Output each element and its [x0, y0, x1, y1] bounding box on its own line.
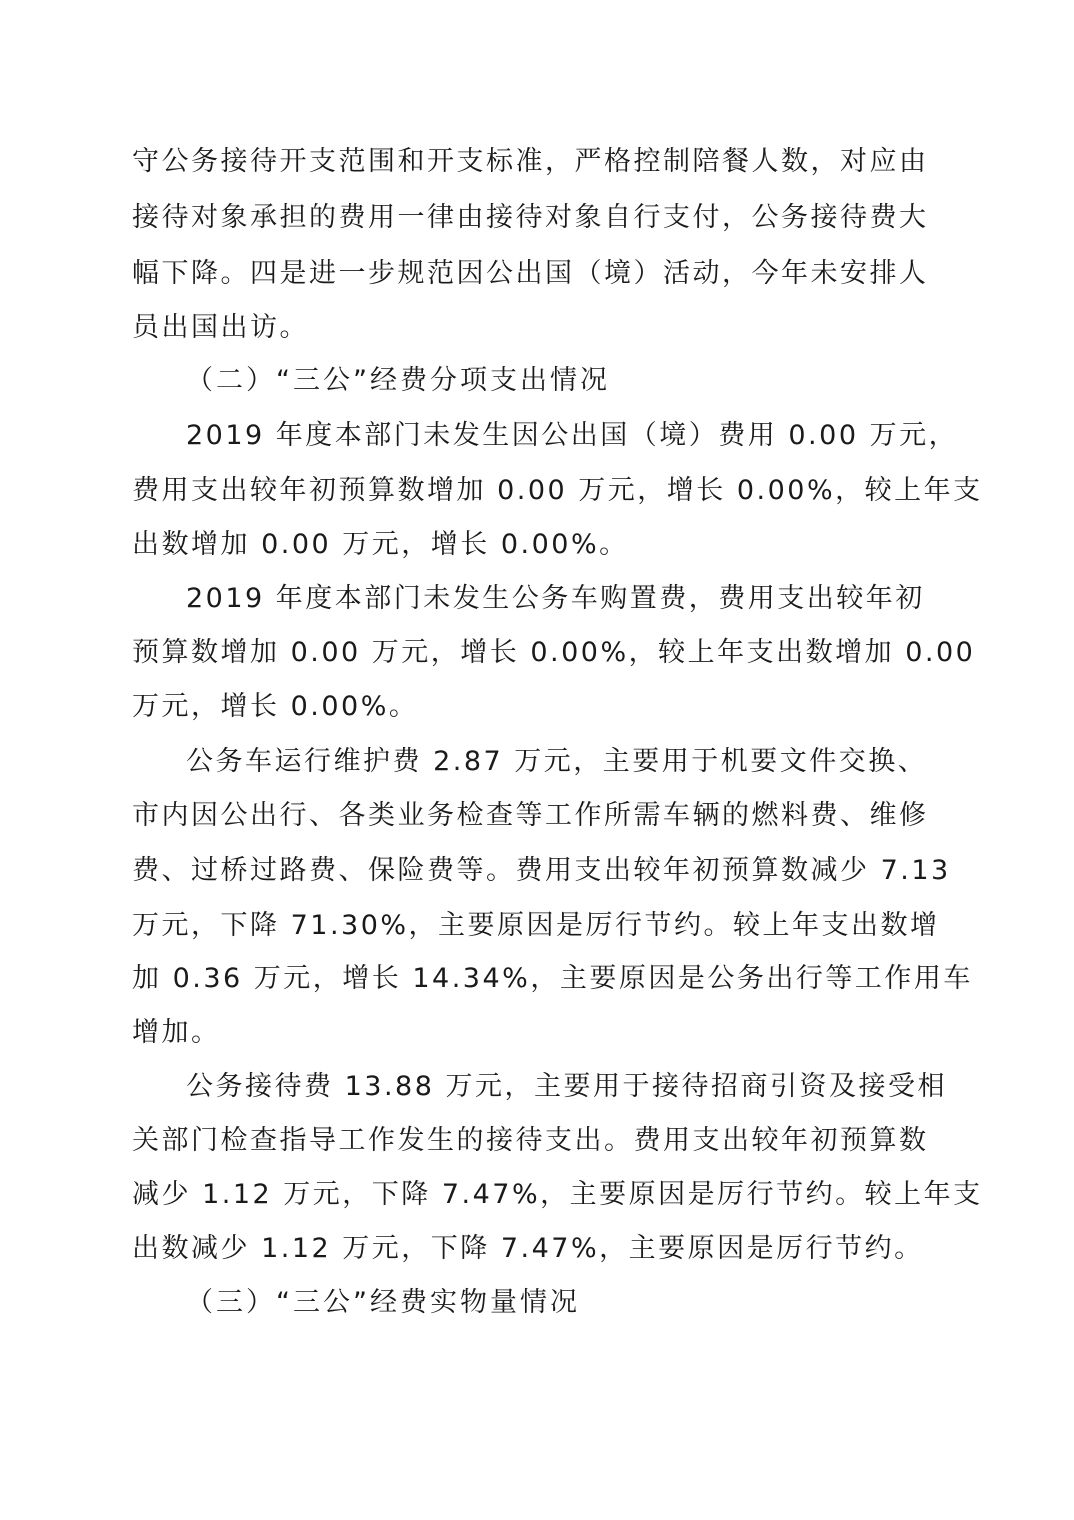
- text-line: 2019 年度本部门未发生因公出国（境）费用 0.00 万元，: [186, 420, 959, 451]
- text-line: 预算数增加 0.00 万元，增长 0.00%，较上年支出数增加 0.00: [132, 637, 976, 668]
- text-line: 出数减少 1.12 万元，下降 7.47%，主要原因是厉行节约。: [132, 1233, 924, 1264]
- text-line: 万元，下降 71.30%，主要原因是厉行节约。较上年支出数增: [132, 910, 940, 941]
- text-line: 接待对象承担的费用一律由接待对象自行支付，公务接待费大: [132, 202, 929, 233]
- text-line: 增加。: [132, 1017, 221, 1048]
- section-heading-2: （二）“三公”经费分项支出情况: [186, 365, 610, 396]
- text-line: 出数增加 0.00 万元，增长 0.00%。: [132, 529, 629, 560]
- text-line: 关部门检查指导工作发生的接待支出。费用支出较年初预算数: [132, 1125, 929, 1156]
- text-line: 公务车运行维护费 2.87 万元，主要用于机要文件交换、: [186, 746, 928, 777]
- text-line: 减少 1.12 万元，下降 7.47%，主要原因是厉行节约。较上年支: [132, 1179, 983, 1210]
- text-line: 费用支出较年初预算数增加 0.00 万元，增长 0.00%，较上年支: [132, 475, 983, 506]
- text-line: 加 0.36 万元，增长 14.34%，主要原因是公务出行等工作用车: [132, 963, 973, 994]
- text-line: 守公务接待开支范围和开支标准，严格控制陪餐人数，对应由: [132, 146, 929, 177]
- text-line: 2019 年度本部门未发生公务车购置费，费用支出较年初: [186, 583, 925, 614]
- section-heading-3: （三）“三公”经费实物量情况: [186, 1287, 580, 1318]
- text-line: 公务接待费 13.88 万元，主要用于接待招商引资及接受相: [186, 1071, 947, 1102]
- text-line: 市内因公出行、各类业务检查等工作所需车辆的燃料费、维修: [132, 800, 929, 831]
- text-line: 万元，增长 0.00%。: [132, 691, 419, 722]
- text-line: 费、过桥过路费、保险费等。费用支出较年初预算数减少 7.13: [132, 855, 951, 886]
- text-line: 幅下降。四是进一步规范因公出国（境）活动，今年未安排人: [132, 258, 929, 289]
- text-line: 员出国出访。: [132, 312, 309, 343]
